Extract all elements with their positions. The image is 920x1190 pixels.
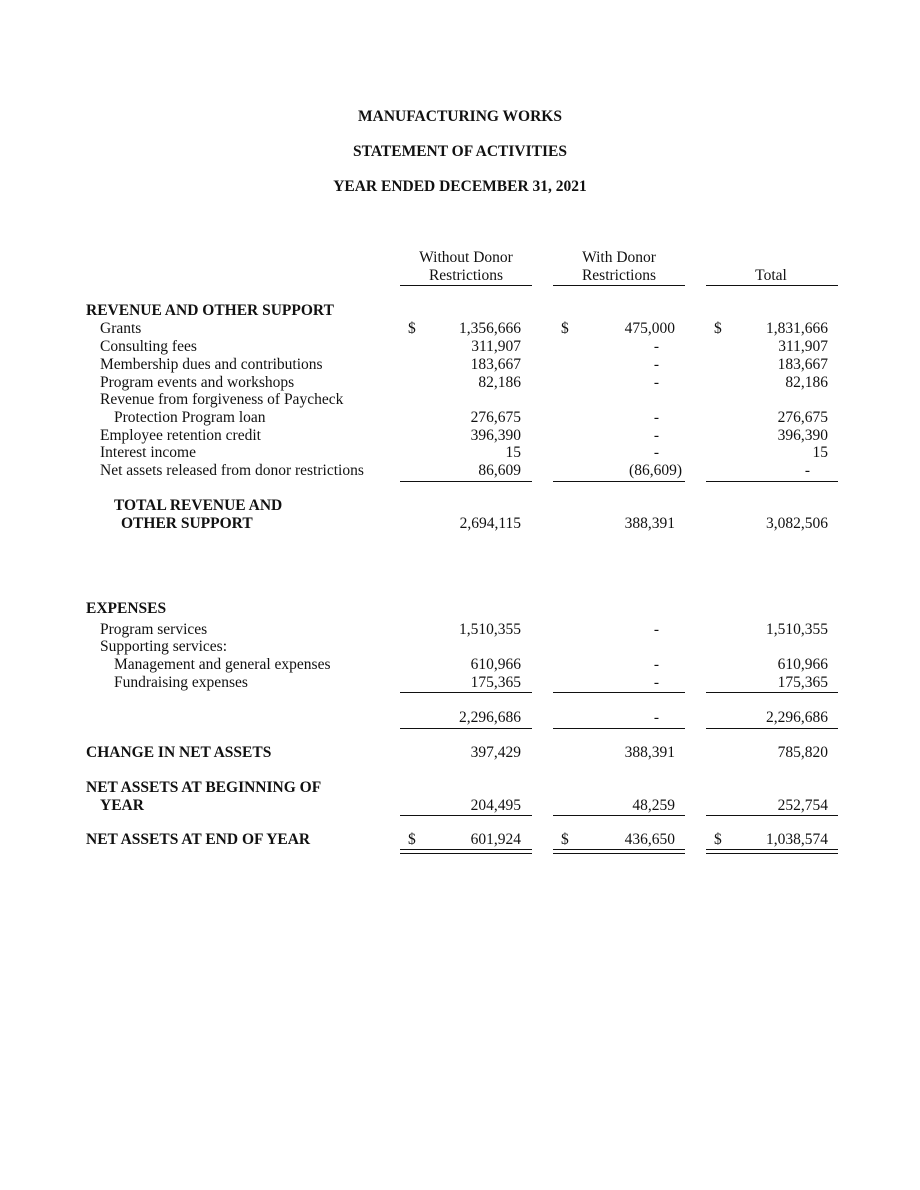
revenue-subtotal-rule-1 bbox=[400, 481, 532, 482]
expenses-total-rule-2 bbox=[553, 728, 685, 729]
ending-double-rule-1 bbox=[400, 849, 532, 854]
total-revenue-label-line1: TOTAL REVENUE AND bbox=[114, 497, 283, 514]
expenses-subtotal-rule-1 bbox=[400, 692, 532, 693]
cell-fundraising-total: 175,365 bbox=[777, 674, 828, 691]
row-label-supporting-services: Supporting services: bbox=[100, 638, 227, 655]
cell-grants-total: 1,831,666 bbox=[766, 320, 828, 337]
expenses-subtotal-rule-3 bbox=[706, 692, 838, 693]
col-header-with-donor-line2: Restrictions bbox=[581, 267, 657, 284]
cell-total-expenses-total: 2,296,686 bbox=[766, 709, 828, 726]
col-header-rule-1 bbox=[400, 285, 532, 286]
cell-consulting-total: 311,907 bbox=[778, 338, 828, 355]
col-header-without-donor-line1: Without Donor bbox=[419, 249, 513, 266]
cell-fundraising-with: - bbox=[653, 674, 659, 691]
cell-employee-retention-total: 396,390 bbox=[777, 427, 828, 444]
cell-ending-total: 1,038,574 bbox=[766, 831, 828, 848]
currency-sign: $ bbox=[714, 320, 722, 337]
cell-total-revenue-without: 2,694,115 bbox=[459, 515, 521, 532]
cell-membership-total: 183,667 bbox=[777, 356, 828, 373]
cell-interest-without: 15 bbox=[505, 444, 521, 461]
row-label-employee-retention: Employee retention credit bbox=[100, 427, 261, 444]
cell-management-total: 610,966 bbox=[777, 656, 828, 673]
expenses-subtotal-rule-2 bbox=[553, 692, 685, 693]
cell-released-without: 86,609 bbox=[478, 462, 521, 479]
row-label-released: Net assets released from donor restrictions bbox=[100, 462, 364, 479]
cell-program-services-without: 1,510,355 bbox=[459, 621, 521, 638]
col-header-rule-3 bbox=[706, 285, 838, 286]
expenses-heading: EXPENSES bbox=[86, 600, 167, 617]
cell-ending-without: 601,924 bbox=[470, 831, 521, 848]
statement-title: STATEMENT OF ACTIVITIES bbox=[353, 143, 567, 160]
period-title: YEAR ENDED DECEMBER 31, 2021 bbox=[333, 178, 587, 195]
cell-total-revenue-total: 3,082,506 bbox=[766, 515, 828, 532]
row-label-program-events: Program events and workshops bbox=[100, 374, 295, 391]
ending-label: NET ASSETS AT END OF YEAR bbox=[86, 831, 311, 848]
revenue-subtotal-rule-3 bbox=[706, 481, 838, 482]
revenue-heading: REVENUE AND OTHER SUPPORT bbox=[86, 302, 334, 319]
expenses-total-rule-1 bbox=[400, 728, 532, 729]
cell-employee-retention-without: 396,390 bbox=[470, 427, 521, 444]
beginning-rule-1 bbox=[400, 815, 532, 816]
cell-grants-without: 1,356,666 bbox=[459, 320, 521, 337]
cell-released-with: (86,609) bbox=[629, 462, 682, 479]
total-revenue-label-line2: OTHER SUPPORT bbox=[121, 515, 253, 532]
cell-change-without: 397,429 bbox=[470, 744, 521, 761]
cell-interest-total: 15 bbox=[812, 444, 828, 461]
ending-double-rule-3 bbox=[706, 849, 838, 854]
cell-change-with: 388,391 bbox=[624, 744, 675, 761]
row-label-program-services: Program services bbox=[100, 621, 208, 638]
cell-fundraising-without: 175,365 bbox=[470, 674, 521, 691]
cell-membership-without: 183,667 bbox=[470, 356, 521, 373]
cell-ending-with: 436,650 bbox=[624, 831, 675, 848]
cell-consulting-without: 311,907 bbox=[471, 338, 521, 355]
row-label-membership: Membership dues and contributions bbox=[100, 356, 323, 373]
col-header-rule-2 bbox=[553, 285, 685, 286]
revenue-subtotal-rule-2 bbox=[553, 481, 685, 482]
cell-total-expenses-without: 2,296,686 bbox=[459, 709, 521, 726]
cell-membership-with: - bbox=[653, 356, 659, 373]
col-header-without-donor-line2: Restrictions bbox=[428, 267, 504, 284]
currency-sign: $ bbox=[408, 831, 416, 848]
cell-ppp-total: 276,675 bbox=[777, 409, 828, 426]
beginning-label-line2: YEAR bbox=[100, 797, 144, 814]
expenses-total-rule-3 bbox=[706, 728, 838, 729]
cell-program-events-without: 82,186 bbox=[478, 374, 521, 391]
cell-program-services-total: 1,510,355 bbox=[766, 621, 828, 638]
beginning-rule-2 bbox=[553, 815, 685, 816]
beginning-rule-3 bbox=[706, 815, 838, 816]
cell-beginning-with: 48,259 bbox=[632, 797, 675, 814]
cell-management-without: 610,966 bbox=[470, 656, 521, 673]
currency-sign: $ bbox=[561, 320, 569, 337]
row-label-management: Management and general expenses bbox=[114, 656, 331, 673]
change-label: CHANGE IN NET ASSETS bbox=[86, 744, 272, 761]
cell-employee-retention-with: - bbox=[653, 427, 659, 444]
row-label-interest: Interest income bbox=[100, 444, 196, 461]
ending-double-rule-2 bbox=[553, 849, 685, 854]
beginning-label-line1: NET ASSETS AT BEGINNING OF bbox=[86, 779, 322, 796]
row-label-ppp-line1: Revenue from forgiveness of Paycheck bbox=[100, 391, 344, 408]
cell-released-total: - bbox=[804, 462, 810, 479]
cell-consulting-with: - bbox=[653, 338, 659, 355]
col-header-with-donor-line1: With Donor bbox=[582, 249, 656, 266]
row-label-ppp-line2: Protection Program loan bbox=[114, 409, 266, 426]
cell-management-with: - bbox=[653, 656, 659, 673]
cell-total-expenses-with: - bbox=[653, 709, 659, 726]
cell-program-events-with: - bbox=[653, 374, 659, 391]
org-name: MANUFACTURING WORKS bbox=[358, 108, 562, 125]
col-header-total: Total bbox=[755, 267, 787, 284]
cell-beginning-without: 204,495 bbox=[470, 797, 521, 814]
row-label-grants: Grants bbox=[100, 320, 142, 337]
row-label-consulting: Consulting fees bbox=[100, 338, 197, 355]
cell-ppp-without: 276,675 bbox=[470, 409, 521, 426]
currency-sign: $ bbox=[714, 831, 722, 848]
currency-sign: $ bbox=[408, 320, 416, 337]
cell-interest-with: - bbox=[653, 444, 659, 461]
row-label-fundraising: Fundraising expenses bbox=[114, 674, 248, 691]
cell-program-events-total: 82,186 bbox=[785, 374, 828, 391]
cell-program-services-with: - bbox=[653, 621, 659, 638]
cell-total-revenue-with: 388,391 bbox=[624, 515, 675, 532]
cell-beginning-total: 252,754 bbox=[777, 797, 828, 814]
cell-ppp-with: - bbox=[653, 409, 659, 426]
cell-change-total: 785,820 bbox=[777, 744, 828, 761]
currency-sign: $ bbox=[561, 831, 569, 848]
cell-grants-with: 475,000 bbox=[624, 320, 675, 337]
